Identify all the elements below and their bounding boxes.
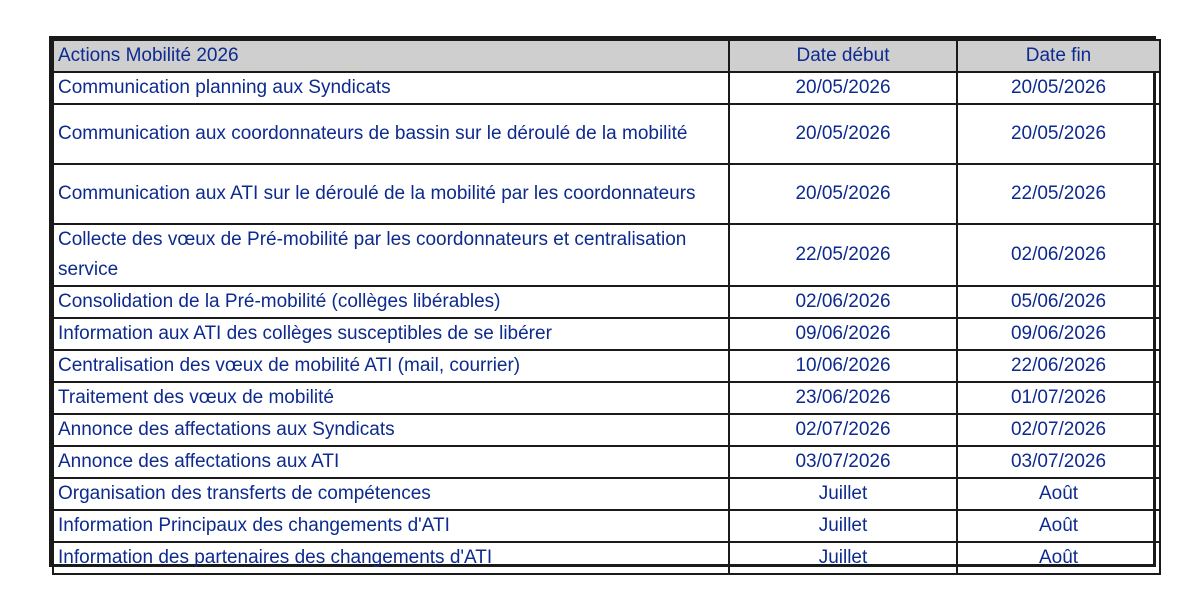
table-row [53,72,1160,104]
start-date-cell: 09/06/2026 [729,318,957,350]
start-date-cell: 10/06/2026 [729,350,957,382]
end-date-cell: 22/05/2026 [957,164,1160,224]
start-date-cell: 02/07/2026 [729,414,957,446]
start-date-cell: 23/06/2026 [729,382,957,414]
start-date-cell: Juillet [729,542,957,574]
table-row [53,318,1160,350]
table-header-row [53,40,1160,72]
start-date-cell: Juillet [729,478,957,510]
end-date-cell: 05/06/2026 [957,286,1160,318]
mobility-schedule-table [49,36,1156,567]
action-cell: Centralisation des vœux de mobilité ATI (mail, courrier) [53,350,729,382]
end-date-cell: 01/07/2026 [957,382,1160,414]
end-date-cell: Août [957,542,1160,574]
action-cell: Information aux ATI des collèges susceptibles de se libérer [53,318,729,350]
action-cell: Communication planning aux Syndicats [53,72,729,104]
action-cell: Consolidation de la Pré-mobilité (collèges libérables) [53,286,729,318]
start-date-cell: Juillet [729,510,957,542]
start-date-cell: 20/05/2026 [729,164,957,224]
end-date-cell: 03/07/2026 [957,446,1160,478]
action-cell: Collecte des vœux de Pré-mobilité par les coordonnateurs et centralisation service [53,224,729,286]
header-date-end: Date fin [957,40,1160,72]
start-date-cell: 02/06/2026 [729,286,957,318]
start-date-cell: 20/05/2026 [729,72,957,104]
action-cell: Traitement des vœux de mobilité [53,382,729,414]
table-row [53,164,1160,224]
table-row [53,510,1160,542]
start-date-cell: 20/05/2026 [729,104,957,164]
start-date-cell: 03/07/2026 [729,446,957,478]
action-cell: Annonce des affectations aux ATI [53,446,729,478]
schedule-table [52,39,1161,575]
end-date-cell: Août [957,510,1160,542]
table-body [53,72,1160,574]
end-date-cell: 02/07/2026 [957,414,1160,446]
action-cell: Communication aux ATI sur le déroulé de la mobilité par les coordonnateurs [53,164,729,224]
end-date-cell: 20/05/2026 [957,72,1160,104]
table-row [53,542,1160,574]
end-date-cell: 22/06/2026 [957,350,1160,382]
table-row [53,446,1160,478]
end-date-cell: 02/06/2026 [957,224,1160,286]
table-row [53,104,1160,164]
action-cell: Information Principaux des changements d'ATI [53,510,729,542]
table-row [53,414,1160,446]
table-row [53,286,1160,318]
action-cell: Annonce des affectations aux Syndicats [53,414,729,446]
start-date-cell: 22/05/2026 [729,224,957,286]
table-row [53,478,1160,510]
table-row [53,350,1160,382]
end-date-cell: 09/06/2026 [957,318,1160,350]
header-actions: Actions Mobilité 2026 [53,40,729,72]
action-cell: Organisation des transferts de compétences [53,478,729,510]
action-cell: Communication aux coordonnateurs de bassin sur le déroulé de la mobilité [53,104,729,164]
action-cell: Information des partenaires des changements d'ATI [53,542,729,574]
table-row [53,382,1160,414]
header-date-start: Date début [729,40,957,72]
end-date-cell: Août [957,478,1160,510]
table-row [53,224,1160,286]
end-date-cell: 20/05/2026 [957,104,1160,164]
